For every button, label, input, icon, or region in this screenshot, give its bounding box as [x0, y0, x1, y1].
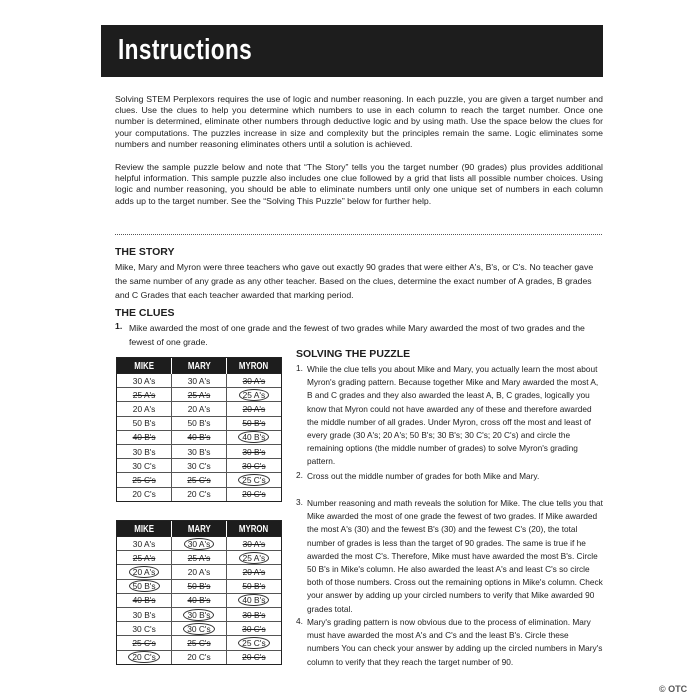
step-text: Mary's grading pattern is now obvious due to the process of elimination. Mary must have awarded the most A's and C's and the least B's. Circle these numbers You can check your answer by adding up the circled numbers in Mary's column to verify that they reach the target number of 90. — [307, 617, 603, 667]
crossed-value: 30 C's — [242, 623, 266, 634]
grid-value: 30 B's — [132, 446, 156, 457]
grid-row — [117, 444, 281, 458]
grid-cell — [172, 416, 227, 430]
grid-cell — [117, 430, 172, 444]
crossed-value: 20 A's — [242, 566, 266, 577]
grid-header-myron: MYRON — [226, 521, 281, 537]
sample-grid-1 — [116, 357, 282, 502]
grid-cell — [172, 537, 227, 551]
grid-row — [117, 650, 281, 664]
step-text: Number reasoning and math reveals the solution for Mike. The clue tells you that Mike awarded the most of one grade the fewest of two grades. If Mike awarded the most A's (30) and the fewest B's (30) and the fewest C's (20), the total number of grades is less than the target of 90 grades. The same is true if he awarded the most C's. Therefore, Mike must have awarded the most B's. Circle 50 B's in Mike's column. He also awarded the least A's and least C's so circle both of those numbers. Cross out the remaining options in Mike's column. Check your answer by adding up your circled numbers to verify that Mike awarded 90 grades total. — [307, 498, 603, 614]
crossed-value: 25 C's — [187, 474, 211, 485]
grid-row — [117, 537, 281, 551]
grid-cell — [226, 473, 281, 487]
grid-cell — [226, 565, 281, 579]
circled-value: 30 A's — [184, 538, 215, 550]
sample-grid-2 — [116, 520, 282, 665]
grid-value: 20 C's — [132, 489, 156, 500]
grid-header-mary: MARY — [172, 358, 227, 374]
crossed-value: 50 B's — [242, 581, 266, 592]
crossed-value: 25 A's — [132, 389, 156, 400]
grid-row — [117, 374, 281, 388]
grid-cell — [117, 416, 172, 430]
crossed-value: 50 B's — [187, 581, 211, 592]
intro-paragraph-1: Solving STEM Perplexors requires the use of logic and number reasoning. In each puzzle, you are given a target number and clues. Use the clues to help you determine which numbers to use in each column to reach the target number. Once one number is determined, eliminate other numbers through deductive logic and by using math. Use the space below the clues for your computations. The puzzles increase in size and complexity but the principles remain the same. Logic eliminates some numbers and number reasoning eliminates others until a solution is achieved. — [115, 94, 603, 149]
crossed-value: 25 A's — [132, 552, 156, 563]
grid-cell — [172, 388, 227, 402]
clue-number: 1. — [115, 321, 123, 331]
grid-header-mary: MARY — [172, 521, 227, 537]
step-number: 4. — [296, 616, 303, 626]
grid-cell — [172, 565, 227, 579]
grid-cell — [226, 430, 281, 444]
grid-cell — [226, 416, 281, 430]
grid-cell — [172, 374, 227, 388]
circled-value: 40 B's — [238, 594, 269, 606]
grid-value: 30 B's — [132, 609, 156, 620]
crossed-value: 20 C's — [242, 489, 266, 500]
grid-cell — [226, 622, 281, 636]
dotted-divider — [115, 234, 602, 235]
grid-value: 30 A's — [132, 375, 156, 386]
grid-cell — [226, 593, 281, 607]
grid-cell — [226, 579, 281, 593]
crossed-value: 25 A's — [187, 552, 211, 563]
grid-cell — [226, 607, 281, 621]
grid-cell — [172, 593, 227, 607]
grid-row — [117, 402, 281, 416]
grid-cell — [172, 551, 227, 565]
crossed-value: 25 A's — [187, 389, 211, 400]
grid-cell — [226, 402, 281, 416]
grid-value: 20 C's — [187, 652, 211, 663]
grid-row — [117, 416, 281, 430]
grid-cell — [172, 459, 227, 473]
circled-value: 25 C's — [238, 637, 269, 649]
grid-row — [117, 622, 281, 636]
solving-heading: SOLVING THE PUZZLE — [296, 348, 411, 360]
grid-cell — [172, 444, 227, 458]
grid-value: 30 A's — [132, 538, 156, 549]
crossed-value: 20 C's — [242, 652, 266, 663]
grid-value: 30 A's — [187, 375, 211, 386]
grid-cell — [172, 402, 227, 416]
grid-cell — [117, 444, 172, 458]
grid-row — [117, 551, 281, 565]
crossed-value: 30 A's — [242, 375, 266, 386]
grid-cell — [117, 607, 172, 621]
crossed-value: 30 C's — [242, 460, 266, 471]
crossed-value: 30 A's — [242, 538, 266, 549]
grid-cell — [117, 579, 172, 593]
page-title: Instructions — [118, 34, 253, 66]
crossed-value: 25 C's — [187, 637, 211, 648]
grid-cell — [226, 537, 281, 551]
grid-cell — [117, 622, 172, 636]
grid-cell — [226, 388, 281, 402]
grid-cell — [172, 650, 227, 664]
grid-value: 20 C's — [187, 489, 211, 500]
crossed-value: 40 B's — [187, 432, 211, 443]
grid-cell — [226, 636, 281, 650]
crossed-value: 25 C's — [132, 637, 156, 648]
circled-value: 25 A's — [239, 389, 270, 401]
circled-value: 40 B's — [238, 431, 269, 443]
grid-cell — [117, 459, 172, 473]
crossed-value: 30 B's — [242, 446, 266, 457]
circled-value: 25 A's — [239, 552, 270, 564]
grid-value: 50 B's — [187, 418, 211, 429]
grid-cell — [226, 444, 281, 458]
step-number: 3. — [296, 497, 303, 507]
grid-cell — [117, 650, 172, 664]
grid-cell — [226, 374, 281, 388]
circled-value: 30 C's — [183, 623, 214, 635]
grid-value: 30 C's — [187, 460, 211, 471]
circled-value: 30 B's — [183, 609, 214, 621]
grid-cell — [172, 607, 227, 621]
grid-cell — [117, 388, 172, 402]
crossed-value: 25 C's — [132, 474, 156, 485]
grid-cell — [172, 579, 227, 593]
intro-paragraph-2: Review the sample puzzle below and note that “The Story” tells you the target number (90 grades) plus provides additional helpful information. This sample puzzle also includes one clue followed by a grid that lists all possible number choices. Using logic and number reasoning, you should be able to eliminate numbers until only one unique set of numbers in each column adds up to the target number. See the “Solving This Puzzle” below for further help. — [115, 162, 603, 206]
grid-cell — [117, 565, 172, 579]
story-heading: THE STORY — [115, 246, 175, 258]
grid-row — [117, 388, 281, 402]
crossed-value: 20 A's — [242, 403, 266, 414]
grid-header-myron: MYRON — [226, 358, 281, 374]
grid-value: 50 B's — [132, 418, 156, 429]
grid-row — [117, 565, 281, 579]
crossed-value: 40 B's — [187, 595, 211, 606]
crossed-value: 40 B's — [132, 432, 156, 443]
circled-value: 20 A's — [129, 566, 160, 578]
grid-row — [117, 593, 281, 607]
grid-cell — [172, 636, 227, 650]
grid-cell — [226, 650, 281, 664]
grid-cell — [172, 487, 227, 501]
grid-row — [117, 430, 281, 444]
circled-value: 20 C's — [128, 651, 159, 663]
grid-value: 30 C's — [132, 460, 156, 471]
clues-heading: THE CLUES — [115, 307, 175, 319]
grid-cell — [117, 636, 172, 650]
grid-cell — [172, 622, 227, 636]
grid-cell — [117, 473, 172, 487]
crossed-value: 40 B's — [132, 595, 156, 606]
grid-row — [117, 487, 281, 501]
step-text: While the clue tells you about Mike and Mary, you actually learn the most about Myron's grading pattern. Because together Mike and Mary awarded the most A, B and C grades and they also awarded the least A, B, C grades, logically you know that Myron could not have awarded any of these and therefore awarded the middle number of all grades. Under Myron, cross off the most and least of every grade (30 A's; 20 A's; 50 B's; 30 B's; 30 C's; 20 C's) and circle the remaining options (the middle number of grades) to solve Myron's grading pattern. — [307, 364, 599, 467]
grid-value: 20 A's — [187, 566, 211, 577]
grid-cell — [117, 537, 172, 551]
grid-header-mike: MIKE — [117, 358, 172, 374]
grid-cell — [117, 593, 172, 607]
circled-value: 50 B's — [129, 580, 160, 592]
clue-text: Mike awarded the most of one grade and the fewest of two grades while Mary awarded the most of two grades and the fewest of one grade. — [129, 323, 585, 348]
grid-cell — [117, 487, 172, 501]
grid-value: 30 C's — [132, 623, 156, 634]
step-text: Cross out the middle number of grades for both Mike and Mary. — [307, 471, 540, 481]
grid-row — [117, 459, 281, 473]
watermark: © OTC — [659, 684, 688, 694]
grid-cell — [226, 459, 281, 473]
grid-value: 20 A's — [187, 403, 211, 414]
step-number: 1. — [296, 363, 303, 373]
crossed-value: 30 B's — [242, 609, 266, 620]
grid-cell — [117, 402, 172, 416]
grid-row — [117, 473, 281, 487]
grid-row — [117, 636, 281, 650]
crossed-value: 50 B's — [242, 418, 266, 429]
grid-header-mike: MIKE — [117, 521, 172, 537]
grid-cell — [117, 551, 172, 565]
grid-cell — [117, 374, 172, 388]
header-bar — [101, 25, 603, 77]
grid-cell — [226, 551, 281, 565]
grid-row — [117, 607, 281, 621]
story-text: Mike, Mary and Myron were three teachers who gave out exactly 90 grades that were either A's, B's, or C's. No teacher gave the same number of any grade as any other teacher. Based on the clues, determine the exact number of A grades, B grades and C Grades that each teacher awarded that marking period. — [115, 262, 594, 301]
circled-value: 25 C's — [238, 474, 269, 486]
grid-value: 30 B's — [187, 446, 211, 457]
grid-cell — [226, 487, 281, 501]
grid-value: 20 A's — [132, 403, 156, 414]
grid-cell — [172, 473, 227, 487]
grid-row — [117, 579, 281, 593]
grid-cell — [172, 430, 227, 444]
step-number: 2. — [296, 470, 303, 480]
